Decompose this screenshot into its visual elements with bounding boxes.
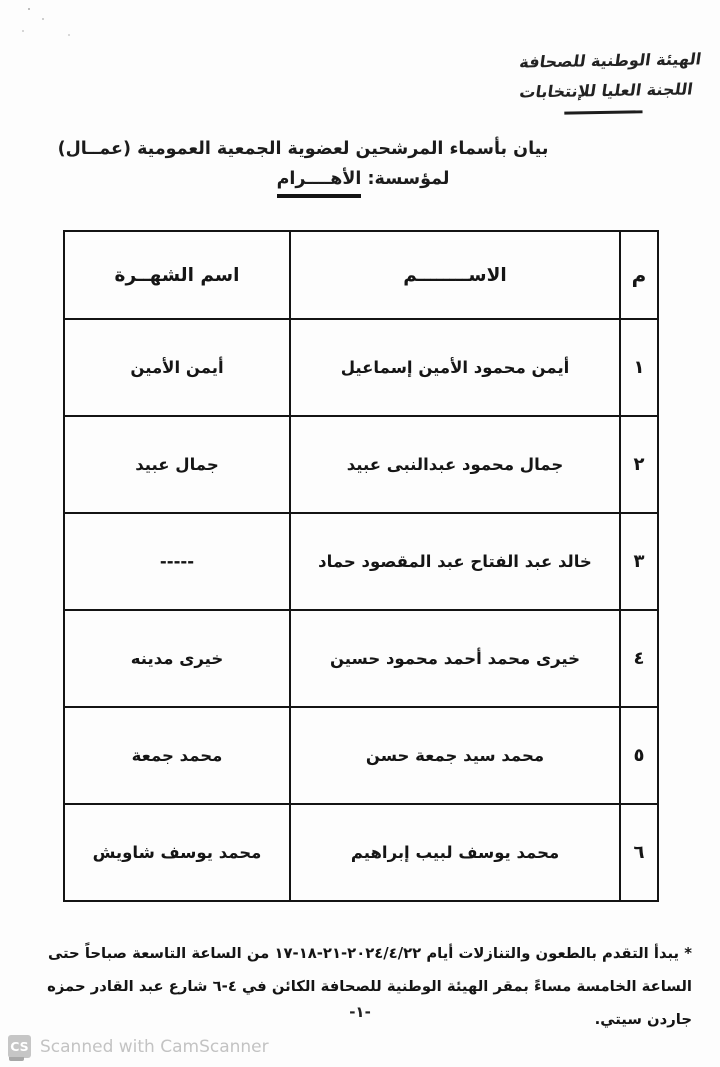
footnote-text-pre: * يبدأ التقدم بالطعون والتنازلات أيام [421,945,692,962]
header-cell-number: م [620,231,658,319]
cell-number: ٥ [620,707,658,804]
table-row [64,707,658,804]
cell-number: ٤ [620,610,658,707]
table-row [64,319,658,416]
stamp-line-committee: اللجنة العليا للإنتخابات [517,79,694,102]
cell-name: أيمن محمود الأمين إسماعيل [290,319,620,416]
camscanner-logo-icon: CS [8,1035,31,1058]
cell-number: ٢ [620,416,658,513]
cell-name: محمد سيد جمعة حسن [290,707,620,804]
table-row [64,804,658,901]
handwritten-stamp [512,44,703,115]
table-row [64,610,658,707]
page-number: -١- [349,1003,371,1021]
stamp-line-authority: الهيئة الوطنية للصحافة [517,49,703,72]
stamp-underline [564,110,642,114]
cell-name: محمد يوسف لبيب إبراهيم [290,804,620,901]
table-row [64,513,658,610]
org-prefix: لمؤسسة: [361,169,450,189]
cell-name: خالد عبد الفتاح عبد المقصود حماد [290,513,620,610]
cell-alias: ----- [64,513,290,610]
header-cell-name: الاســــــــم [290,231,620,319]
title-organization-line [3,169,720,198]
cell-number: ٣ [620,513,658,610]
camscanner-watermark-text: Scanned with CamScanner [40,1036,269,1057]
cell-alias: جمال عبيد [64,416,290,513]
header-cell-alias: اسم الشهــرة [64,231,290,319]
table-row [64,416,658,513]
cell-name: جمال محمود عبدالنبى عبيد [290,416,620,513]
org-name: الأهــــرام [277,169,362,198]
footnote-appeals-note [28,937,692,1036]
cell-number: ٦ [620,804,658,901]
cell-number: ١ [620,319,658,416]
footnote-text-post: من الساعة التاسعة صباحاً حتى الساعة الخامسة مساءً بمقر الهيئة الوطنية للصحافة الكائن في ٤-٦ شارع عبد القادر حمزه جاردن سيتي. [47,945,692,1028]
footnote-dates: ٢٠٢٤/٤/٢٢-٢١-١٨-١٧ [274,945,422,962]
cell-name: خيرى محمد أحمد محمود حسين [290,610,620,707]
candidates-table [63,230,659,902]
cell-alias: أيمن الأمين [64,319,290,416]
camscanner-watermark [8,1035,269,1058]
document-title [0,139,720,198]
cell-alias: محمد جمعة [64,707,290,804]
table-header-row [64,231,658,319]
cell-alias: محمد يوسف شاويش [64,804,290,901]
cell-alias: خيرى مدينه [64,610,290,707]
scan-noise-specks [28,8,30,10]
title-statement-line: بيان بأسماء المرشحين لعضوية الجمعية العمومية (عمــال) [57,139,549,159]
